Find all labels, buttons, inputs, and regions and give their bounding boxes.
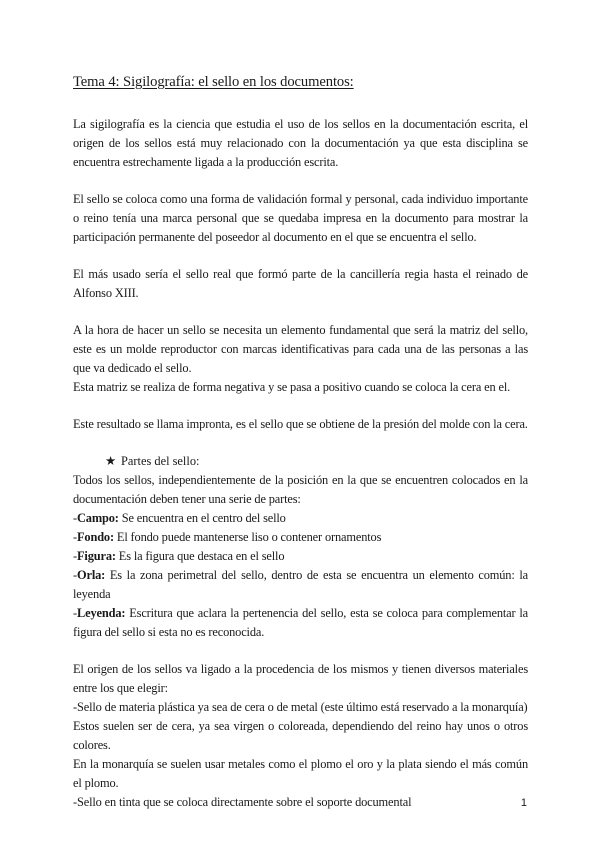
paragraph-royal-seal: El más usado sería el sello real que formó parte de la cancillería regia hasta el reinado de Alfonso XIII. [73,267,528,300]
paragraph-definition: La sigilografía es la ciencia que estudia el uso de los sellos en la documentación escrita, el origen de los sellos está muy relacionado con la documentación ya que esta disciplina se encuentra estrechamente ligada a la producción escrita. [73,117,528,169]
star-bullet-icon: ★ [105,454,117,468]
document-title: Tema 4: Sigilografía: el sello en los documentos: [73,74,354,90]
term-orla: Orla: [76,568,106,582]
page-number: 1 [520,797,527,809]
origen-line-metales: En la monarquía se suelen usar metales como el plomo el oro y la plata siendo el más común el plomo. [73,757,528,790]
paragraph-matrix: A la hora de hacer un sello se necesita un elemento fundamental que será la matriz del sello, este es un molde reproductor con marcas identificativas para cada una de las personas a las que va dedicado el sello. [73,323,528,375]
list-item-fondo: -Fondo: El fondo puede mantenerse liso o contener ornamentos [73,530,382,544]
list-item-orla: -Orla: Es la zona perimetral del sello, dentro de esta se encuentra un elemento común: la leyenda [73,568,528,601]
term-campo: Campo: [76,511,119,525]
term-leyenda: Leyenda: [76,606,126,620]
list-item-figura: -Figura: Es la figura que destaca en el sello [73,549,285,563]
origen-line-cera: Estos suelen ser de cera, ya sea virgen o coloreada, dependiendo del reino hay unos o otros colores. [73,719,528,752]
term-fondo: Fondo: [76,530,114,544]
paragraph-impronta: Este resultado se llama impronta, es el sello que se obtiene de la presión del molde con la cera. [73,417,528,431]
origen-line-tinta: -Sello en tinta que se coloca directamente sobre el soporte documental [73,795,412,809]
partes-heading [73,452,528,471]
list-item-leyenda: -Leyenda: Escritura que aclara la pertenencia del sello, esta se coloca para complementar la figura del sello si esta no es reconocida. [73,606,528,639]
origen-line-plastica: -Sello de materia plástica ya sea de cera o de metal (este último está reservado a la monarquía) [73,700,528,714]
partes-heading-text: Partes del sello: [121,454,200,468]
partes-intro: Todos los sellos, independientemente de la posición en la que se encuentren colocados en la documentación deben tener una serie de partes: [73,473,528,506]
paragraph-validation: El sello se coloca como una forma de validación formal y personal, cada individuo importante o reino tenía una marca personal que se quedaba impresa en la documento para mostrar la participación permanente del poseedor al documento en el que se encuentra el sello. [73,192,528,244]
origen-intro: El origen de los sellos va ligado a la procedencia de los mismos y tienen diversos materiales entre los que elegir: [73,662,528,695]
term-figura: Figura: [76,549,116,563]
paragraph-matrix-negative: Esta matriz se realiza de forma negativa y se pasa a positivo cuando se coloca la cera en el. [73,380,511,394]
list-item-campo: -Campo: Se encuentra en el centro del sello [73,511,286,525]
